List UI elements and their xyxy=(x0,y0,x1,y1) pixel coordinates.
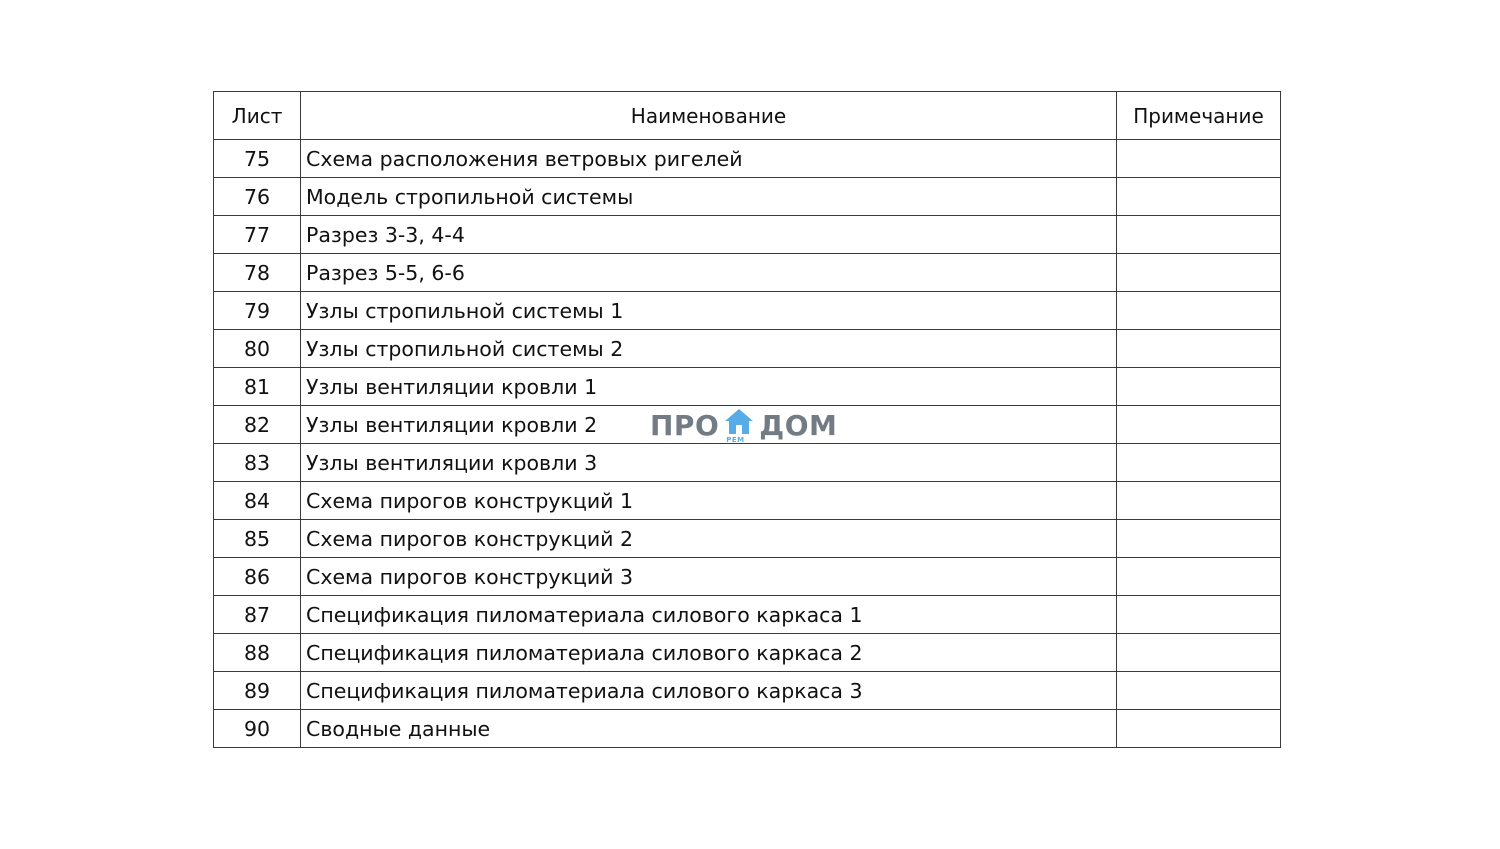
table-row xyxy=(214,178,1281,216)
cell-note xyxy=(1117,634,1281,672)
table-row xyxy=(214,634,1281,672)
cell-sheet-number: 84 xyxy=(214,482,301,520)
cell-note xyxy=(1117,710,1281,748)
cell-note xyxy=(1117,672,1281,710)
cell-note xyxy=(1117,330,1281,368)
watermark-left-text: ПРО xyxy=(650,408,720,442)
cell-sheet-number: 87 xyxy=(214,596,301,634)
watermark-right-text: ДОМ xyxy=(759,408,838,442)
house-icon xyxy=(723,407,755,443)
cell-sheet-number: 90 xyxy=(214,710,301,748)
cell-sheet-number: 81 xyxy=(214,368,301,406)
cell-sheet-name: Схема пирогов конструкций 3 xyxy=(301,558,1117,596)
table-row xyxy=(214,672,1281,710)
table-row xyxy=(214,216,1281,254)
cell-sheet-name: Узлы вентиляции кровли 1 xyxy=(301,368,1117,406)
cell-sheet-number: 83 xyxy=(214,444,301,482)
cell-note xyxy=(1117,216,1281,254)
table-row xyxy=(214,710,1281,748)
cell-sheet-name: Модель стропильной системы xyxy=(301,178,1117,216)
cell-sheet-name: Схема расположения ветровых ригелей xyxy=(301,140,1117,178)
table-row xyxy=(214,558,1281,596)
table-row xyxy=(214,254,1281,292)
house-icon-graphic xyxy=(723,407,755,437)
cell-sheet-number: 80 xyxy=(214,330,301,368)
cell-note xyxy=(1117,368,1281,406)
cell-sheet-number: 89 xyxy=(214,672,301,710)
cell-sheet-name: Спецификация пиломатериала силового каркаса 3 xyxy=(301,672,1117,710)
cell-note xyxy=(1117,444,1281,482)
cell-note xyxy=(1117,292,1281,330)
table-header xyxy=(214,92,1281,140)
table-row xyxy=(214,596,1281,634)
cell-sheet-name: Схема пирогов конструкций 1 xyxy=(301,482,1117,520)
cell-note xyxy=(1117,178,1281,216)
header-row xyxy=(214,92,1281,140)
cell-note xyxy=(1117,596,1281,634)
header-sheet: Лист xyxy=(214,92,301,140)
cell-sheet-number: 77 xyxy=(214,216,301,254)
cell-sheet-name: Схема пирогов конструкций 2 xyxy=(301,520,1117,558)
cell-note xyxy=(1117,482,1281,520)
cell-sheet-number: 78 xyxy=(214,254,301,292)
table-row xyxy=(214,444,1281,482)
cell-sheet-name: Спецификация пиломатериала силового каркаса 1 xyxy=(301,596,1117,634)
table-row xyxy=(214,330,1281,368)
watermark-logo xyxy=(650,405,837,445)
cell-sheet-name: Разрез 5-5, 6-6 xyxy=(301,254,1117,292)
cell-sheet-name: Узлы вентиляции кровли 3 xyxy=(301,444,1117,482)
header-note: Примечание xyxy=(1117,92,1281,140)
cell-sheet-number: 75 xyxy=(214,140,301,178)
watermark-sub-text: РЕМ xyxy=(726,436,745,444)
table-row xyxy=(214,368,1281,406)
cell-note xyxy=(1117,520,1281,558)
table-row xyxy=(214,520,1281,558)
table-row xyxy=(214,140,1281,178)
cell-sheet-name: Узлы стропильной системы 1 xyxy=(301,292,1117,330)
cell-note xyxy=(1117,558,1281,596)
cell-sheet-number: 79 xyxy=(214,292,301,330)
cell-sheet-name: Узлы вентиляции кровли 2 xyxy=(301,406,1117,444)
cell-sheet-name: Спецификация пиломатериала силового каркаса 2 xyxy=(301,634,1117,672)
cell-note xyxy=(1117,140,1281,178)
cell-sheet-name: Узлы стропильной системы 2 xyxy=(301,330,1117,368)
table-row xyxy=(214,292,1281,330)
cell-sheet-number: 86 xyxy=(214,558,301,596)
cell-sheet-number: 76 xyxy=(214,178,301,216)
table-row xyxy=(214,482,1281,520)
cell-note xyxy=(1117,406,1281,444)
header-name: Наименование xyxy=(301,92,1117,140)
cell-sheet-name: Разрез 3-3, 4-4 xyxy=(301,216,1117,254)
cell-note xyxy=(1117,254,1281,292)
cell-sheet-number: 82 xyxy=(214,406,301,444)
cell-sheet-number: 85 xyxy=(214,520,301,558)
cell-sheet-name: Сводные данные xyxy=(301,710,1117,748)
cell-sheet-number: 88 xyxy=(214,634,301,672)
